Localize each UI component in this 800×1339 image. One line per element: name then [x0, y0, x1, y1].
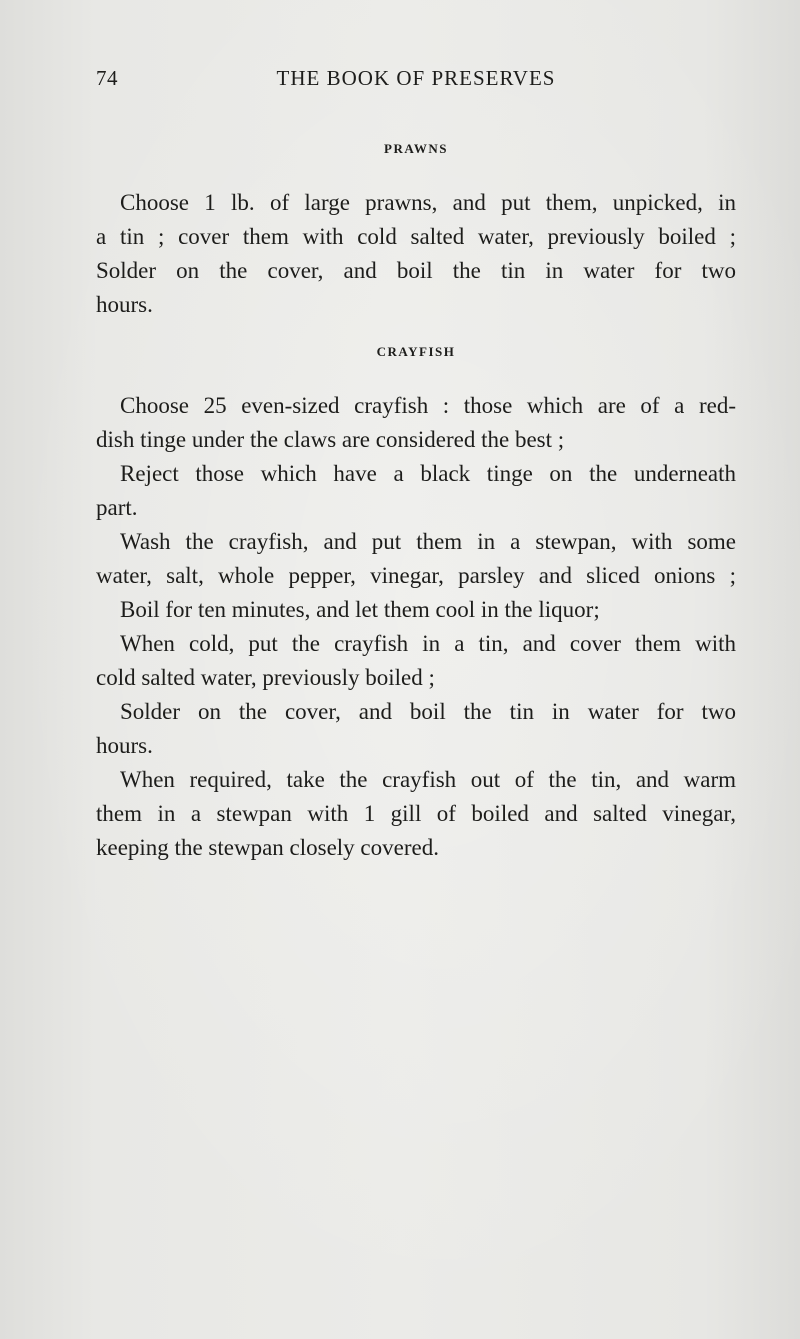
text-line: hours. [96, 292, 153, 317]
text-line: When required, take the crayfish out of the tin, and warm [120, 767, 736, 792]
text-line: Solder on the cover, and boil the tin in water for two [120, 699, 736, 724]
text-line: part. [96, 495, 138, 520]
text-line: water, salt, whole pepper, vinegar, parsley and sliced onions ; [96, 563, 736, 588]
text-line: hours. [96, 733, 153, 758]
text-line: Solder on the cover, and boil the tin in water for two [96, 258, 736, 283]
running-title: THE BOOK OF PRESERVES [276, 66, 556, 90]
text-line: them in a stewpan with 1 gill of boiled and salted vinegar, [96, 801, 736, 826]
text-line: Choose 25 even-sized crayfish : those which are of a red- [120, 393, 736, 418]
section-heading-crayfish: CRAYFISH [376, 344, 456, 359]
text-line: Reject those which have a black tinge on the underneath [120, 461, 736, 486]
text-line: Wash the crayfish, and put them in a stewpan, with some [120, 529, 736, 554]
page-number: 74 [96, 66, 118, 90]
text-line: Boil for ten minutes, and let them cool in the liquor; [120, 597, 600, 622]
text-line: cold salted water, previously boiled ; [96, 665, 435, 690]
text-line: Choose 1 lb. of large prawns, and put them, unpicked, in [120, 190, 736, 215]
section-heading-prawns: PRAWNS [384, 141, 448, 156]
text-line: keeping the stewpan closely covered. [96, 835, 439, 860]
running-head [96, 66, 736, 96]
text-line: When cold, put the crayfish in a tin, and cover them with [120, 631, 736, 656]
text-line: a tin ; cover them with cold salted water, previously boiled ; [96, 224, 736, 249]
text-line: dish tinge under the claws are considered the best ; [96, 427, 565, 452]
